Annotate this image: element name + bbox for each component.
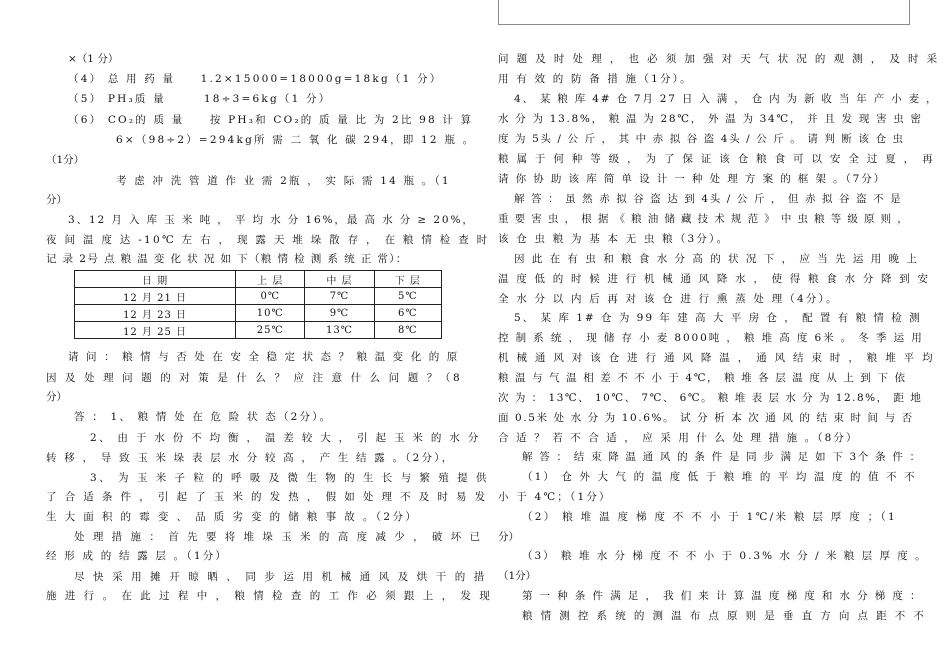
text-line: 控 制 系 统 ， 现 储 存 小 麦 8000吨 ， 粮 堆 高 度 6米 。 冬 季 运 用 — [498, 332, 924, 344]
text-line: 分） — [498, 531, 519, 543]
text-line: 用 有 效 的 防 备 措 施（1分）。 — [498, 73, 693, 85]
text-line: ×（1 分） — [68, 53, 119, 65]
text-line: （5） PH₃质 量 18÷3=6kg（1 分） — [68, 93, 332, 105]
text-line: 合 适 ？ 若 不 合 适 ， 应 采 用 什 么 处 理 措 施 。（8分） — [498, 432, 859, 444]
text-line: 全 水 分 以 内 后 再 对 该 仓 进 行 熏 蒸 处 理（4分）。 — [498, 293, 839, 305]
text-line: 3、12 月 入 库 玉 米 吨 ， 平 均 水 分 16%，最 高 水 分 ≥ 20%， — [68, 214, 475, 226]
text-line: 次 为 ： 13℃、 10℃、 7℃、 6℃。 粮 堆 表 层 水 分 为 12.8%， 距 地 — [498, 392, 923, 404]
text-line: （2） 粮 堆 温 度 梯 度 不 不 小 于 1℃/米 粮 层 厚 度 ；（1 — [522, 511, 897, 523]
text-line: 记 录 2号 点 粮 温 变 化 状 况 如 下（粮 情 检 测 系 统 正 常）： — [46, 253, 408, 265]
text-line: （4） 总 用 药 量 1.2×15000=18000g=18kg（1 分） — [68, 73, 443, 85]
table-header-cell: 日 期 — [75, 271, 236, 288]
text-line: 小 于 4℃；（1分） — [498, 491, 612, 503]
text-line: 面 0.5米 处 水 分 为 10.6%。 试 分 析 本 次 通 风 的 结 束 时 间 与 否 — [498, 412, 914, 424]
text-line: 夜 间 温 度 达 -10℃ 左 右 ， 现 露 天 堆 垛 散 存 ， 在 粮 情 检 查 时 — [46, 234, 490, 246]
text-line: 生 大 面 积 的 霉 变 、 品 质 劣 变 的 储 粮 事 故 。（2分） — [46, 511, 419, 523]
text-line: 解 答 ： 结 束 降 温 通 风 的 条 件 是 同 步 满 足 如 下 3个 条 件 ： — [522, 451, 922, 463]
text-line: 机 械 通 风 对 该 仓 进 行 通 风 降 温 ， 通 风 结 束 时 ， 粮 堆 平 均 — [498, 352, 935, 364]
text-line: 问 题 及 时 处 理 ， 也 必 须 加 强 对 天 气 状 况 的 观 测 ， 及 时 采 — [498, 53, 940, 65]
text-line: 因 及 处 理 问 题 的 对 策 是 什 么 ？ 应 注 意 什 么 问 题 ？（8 — [46, 372, 463, 384]
table-cell: 10℃ — [236, 305, 305, 322]
text-line: 考 虑 冲 洗 管 道 作 业 需 2瓶 ， 实 际 需 14 瓶 。（1 — [116, 175, 451, 187]
table-header-cell: 下 层 — [374, 271, 441, 288]
text-line: 2、 由 于 水 份 不 均 衡 ， 温 差 较 大 ， 引 起 玉 米 的 水 分 — [90, 432, 481, 444]
text-line: 第 一 种 条 件 满 足 ， 我 们 来 计 算 温 度 梯 度 和 水 分 梯 度 ： — [522, 590, 923, 602]
table-header-cell: 上 层 — [236, 271, 305, 288]
text-line: 因 此 在 有 虫 和 粮 食 水 分 高 的 状 况 下 ， 应 当 先 运 用 晚 上 — [514, 253, 919, 265]
text-line: 粮 情 测 控 系 统 的 测 温 布 点 原 则 是 垂 直 方 向 点 距 不 不 — [522, 610, 927, 622]
text-line: 3、 为 玉 米 子 粒 的 呼 吸 及 微 生 物 的 生 长 与 繁 殖 提 供 — [90, 472, 489, 484]
table-cell: 12 月 23 日 — [75, 305, 236, 322]
text-line: 施 进 行 。 在 此 过 程 中 ， 粮 情 检 查 的 工 作 必 须 跟 上 ， 发 现 — [46, 590, 493, 602]
text-line: （1分） — [498, 570, 537, 582]
text-line: 答 ： 1、 粮 情 处 在 危 险 状 态（2分）。 — [74, 411, 333, 423]
table-header-row — [75, 271, 442, 288]
text-line: 经 形 成 的 结 露 层 。（1分） — [46, 550, 229, 562]
text-line: 转 移 ， 导 致 玉 米 垛 表 层 水 分 较 高 ， 产 生 结 露 。（2分）， — [46, 452, 455, 464]
text-line: 温 度 低 的 时 候 进 行 机 械 通 风 降 水 ， 使 得 粮 食 水 分 降 到 安 — [498, 273, 931, 285]
text-line: 请 问 ： 粮 情 与 否 处 在 安 全 稳 定 状 态 ？ 粮 温 变 化 的 原 — [68, 351, 460, 363]
table-cell: 8℃ — [374, 322, 441, 339]
text-line: 请 你 协 助 该 库 简 单 设 计 一 种 处 理 方 案 的 框 架 。（7分） — [498, 173, 887, 185]
text-line: 4、 某 粮 库 4# 仓 7月 27 日 入 满 ， 仓 内 为 新 收 当 年 产 小 麦 ， — [514, 93, 939, 105]
text-line: （1） 仓 外 大 气 的 温 度 低 于 粮 堆 的 平 均 温 度 的 值 不 不 — [522, 471, 917, 483]
text-line: 分） — [46, 194, 67, 206]
text-line: 粮 温 与 气 温 相 差 不 不 小 于 4℃， 粮 堆 各 层 温 度 从 上 到 下 依 — [498, 372, 907, 384]
table-cell: 5℃ — [374, 288, 441, 305]
text-line: 解 答 ： 虽 然 赤 拟 谷 盗 达 到 4头 / 公 斤 ， 但 赤 拟 谷 盗 不 是 — [514, 193, 903, 205]
table-cell: 12 月 21 日 — [75, 288, 236, 305]
table-row — [75, 322, 442, 339]
table-cell: 0℃ — [236, 288, 305, 305]
text-line: 重 要 害 虫 ， 根 据 《 粮 油 储 藏 技 术 规 范 》 中 虫 粮 等 级 原 则 ， — [498, 213, 910, 225]
header-frame — [498, 0, 910, 25]
text-line: 度 为 5头 / 公 斤 ， 其 中 赤 拟 谷 盗 4头 / 公 斤 。 请 判 断 该 仓 虫 — [498, 133, 905, 145]
table-header-cell: 中 层 — [305, 271, 374, 288]
table-cell: 25℃ — [236, 322, 305, 339]
text-line: 尽 快 采 用 摊 开 晾 晒 、 同 步 运 用 机 械 通 风 及 烘 干 的 措 — [74, 571, 487, 583]
text-line: 粮 属 于 何 种 等 级 ， 为 了 保 证 该 仓 粮 食 可 以 安 全 过 夏 ， 再 — [498, 153, 935, 165]
grain-temperature-table — [74, 270, 442, 339]
table-cell: 12 月 25 日 — [75, 322, 236, 339]
text-line: 5、 某 库 1# 仓 为 99 年 建 高 大 平 房 仓 ， 配 置 有 粮 情 检 测 — [514, 312, 922, 324]
table-row — [75, 288, 442, 305]
text-line: 该 仓 虫 粮 为 基 本 无 虫 粮（3分）。 — [498, 233, 730, 245]
table-cell: 7℃ — [305, 288, 374, 305]
table-cell: 13℃ — [305, 322, 374, 339]
table-cell: 9℃ — [305, 305, 374, 322]
text-line: 处 理 措 施 ： 首 先 要 将 堆 垛 玉 米 的 高 度 减 少 ， 破 坏 已 — [74, 531, 483, 543]
text-line: 6×（98÷2）=294kg所 需 二 氧 化 碳 294，即 12 瓶 。 — [116, 134, 476, 146]
text-line: 分） — [46, 391, 67, 403]
table-cell: 6℃ — [374, 305, 441, 322]
text-line: （3） 粮 堆 水 分 梯 度 不 不 小 于 0.3% 水 分 / 米 粮 层 厚 度 。 — [522, 550, 928, 562]
text-line: （1分） — [46, 154, 85, 166]
table-row — [75, 305, 442, 322]
text-line: 水 分 为 13.8%， 粮 温 为 28℃， 外 温 为 34℃， 并 且 发 现 害 虫 密 — [498, 113, 923, 125]
text-line: 了 合 适 条 件 ， 引 起 了 玉 米 的 发 热 ， 假 如 处 理 不 及 时 易 发 — [46, 491, 488, 503]
text-line: （6） CO₂的 质 量 按 PH₃和 CO₂的 质 量 比 为 2比 98 计 算 — [68, 114, 474, 126]
